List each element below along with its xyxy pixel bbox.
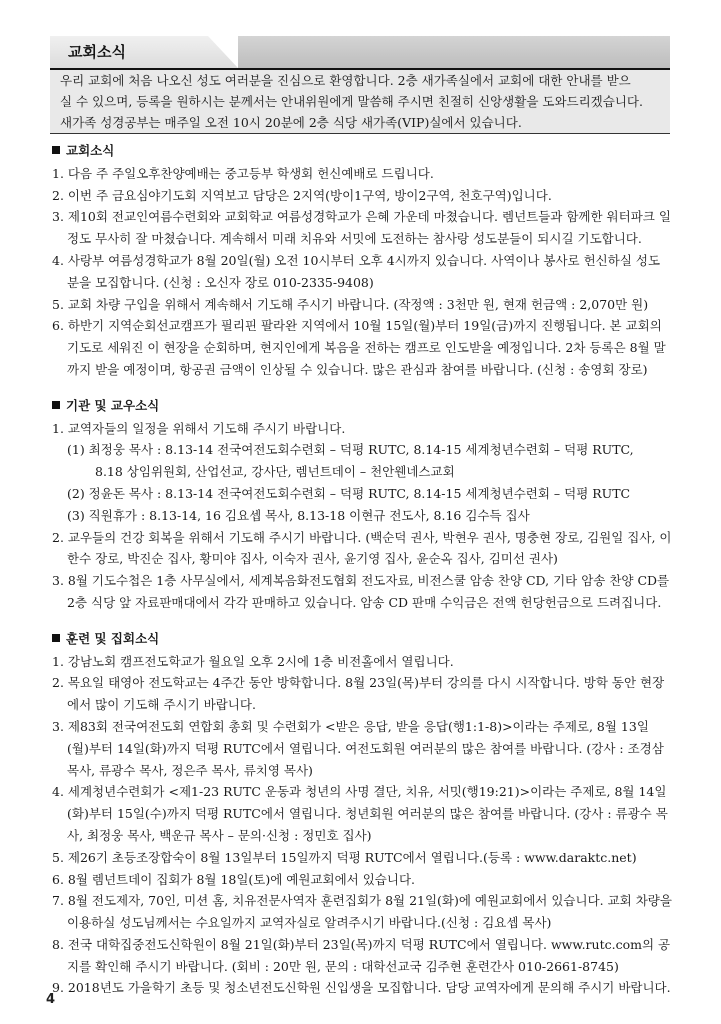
sub-item-continuation: 8.18 상임위원회, 산업선교, 강사단, 렘넌트데이 – 천안웬네스교회 xyxy=(95,464,455,480)
list-item: 4. 사랑부 여름성경학교가 8월 20일(월) 오전 10시부터 오후 4시까지 있습니다. 사역이나 봉사로 헌신하실 성도분을 모집합니다. (신청 : 오신자 장로 010-2335-9408) xyxy=(52,252,661,290)
list-item: 2. 이번 주 금요심야기도회 지역보고 담당은 2지역(방이1구역, 방이2구역, 천호구역)입니다. xyxy=(52,187,552,203)
list-item: 6. 하반기 지역순회선교캠프가 필리핀 팔라완 지역에서 10월 15일(월)부터 19일(금)까지 진행됩니다. 본 교회의 기도로 세워진 이 현장을 순회하며, 현지인에게 복음을 전하는 캠프로 인도받을 예정입니다. 2차 등록은 8월 말까지 받을 예정이며, 항공권 금액이 인상될 수 있습니다. 많은 관심과 참여를 바랍니다. (신청 : 송영회 장로) xyxy=(52,318,666,377)
square-bullet-icon xyxy=(52,401,60,409)
list-item: 2. 목요일 태영아 전도학교는 4주간 동안 방학합니다. 8월 23일(목)부터 강의를 다시 시작합니다. 방학 동안 현장에서 많이 기도해 주시기 바랍니다. xyxy=(52,675,665,713)
list-item: 9. 2018년도 가을학기 초등 및 청소년전도신학원 신입생을 모집합니다. 담당 교역자에게 문의해 주시기 바랍니다. xyxy=(52,980,671,996)
list-item: 1. 교역자들의 일정을 위해서 기도해 주시기 바랍니다. xyxy=(52,420,346,436)
list-item: 3. 8월 기도수첩은 1층 사무실에서, 세계복음화전도협회 전도자료, 비전스쿨 암송 찬양 CD, 기타 암송 찬양 CD를 2층 식당 앞 자료판매대에서 각각 판매하고 있습니다. 암송 CD 판매 수익금은 전액 헌당헌금으로 드려집니다. xyxy=(52,573,670,610)
church-news-section xyxy=(52,140,672,381)
list-item: 1. 다음 주 주일오후찬양예배는 중고등부 학생회 헌신예배로 드립니다. xyxy=(52,165,434,181)
welcome-box xyxy=(50,70,670,134)
welcome-line: 우리 교회에 처음 나오신 성도 여러분을 진심으로 환영합니다. 2층 새가족실에서 교회에 대한 안내를 받으 xyxy=(60,73,631,88)
welcome-line: 실 수 있으며, 등록을 원하시는 분께서는 안내위원에게 말씀해 주시면 친절히 신앙생활을 도와드리겠습니다. xyxy=(60,94,643,109)
bulletin-content xyxy=(52,140,672,999)
header-bar xyxy=(238,36,670,68)
list-item: 5. 교회 차량 구입을 위해서 계속해서 기도해 주시기 바랍니다. (작정액 : 3천만 원, 현재 헌금액 : 2,070만 원) xyxy=(52,296,649,312)
training-section xyxy=(52,628,672,1000)
section-title: 기관 및 교우소식 xyxy=(52,395,672,417)
page-number: 4 xyxy=(46,992,56,1007)
list-item: 3. 제83회 전국여전도회 연합회 총회 및 수련회가 <받은 응답, 받을 응답(행1:1-8)>이라는 주제로, 8월 13일 (월)부터 14일(화)까지 덕평 RUTC에서 열립니다. 여전도회원 여러분의 많은 참여를 바랍니다. (강사 : 조경삼 목사, 류광수 목사, 정은주 목사, 류치영 목사) xyxy=(52,718,664,778)
list-item: 1. 강남노회 캠프전도학교가 월요일 오후 2시에 1층 비전홀에서 열립니다. xyxy=(52,653,454,669)
sub-item: (3) 직원휴가 : 8.13-14, 16 김요셉 목사, 8.13-18 이현규 전도사, 8.16 김수득 집사 xyxy=(67,507,530,523)
list-item: 7. 8월 전도제자, 70인, 미션 홈, 치유전문사역자 훈련집회가 8월 21일(화)에 예원교회에서 있습니다. 교회 차량을 이용하실 성도님께서는 수요일까지 교역자실로 알려주시기 바랍니다.(신청 : 김요셉 목사) xyxy=(52,893,672,931)
list-item: 5. 제26기 초등조장합숙이 8월 13일부터 15일까지 덕평 RUTC에서 열립니다.(등록 : www.daraktc.net) xyxy=(52,849,637,865)
square-bullet-icon xyxy=(52,634,60,642)
sub-item: (2) 정윤돈 목사 : 8.13-14 전국여전도회수련회 – 덕평 RUTC, 8.14-15 세계청년수련회 – 덕평 RUTC xyxy=(67,485,631,501)
page-title: 교회소식 xyxy=(68,43,126,61)
section-header xyxy=(50,36,670,68)
list-item: 8. 전국 대학집중전도신학원이 8월 21일(화)부터 23일(목)까지 덕평 RUTC에서 열립니다. www.rutc.com의 공지를 확인해 주시기 바랍니다. (회비 : 20만 원, 문의 : 대학선교국 김주현 훈련간사 010-2661-8745) xyxy=(52,936,671,974)
square-bullet-icon xyxy=(52,146,60,154)
list-item: 6. 8월 렘넌트데이 집회가 8월 18일(토)에 예원교회에서 있습니다. xyxy=(52,871,416,887)
list-item: 3. 제10회 전교인여름수련회와 교회학교 여름성경학교가 은혜 가운데 마쳤습니다. 렘넌트들과 함께한 워터파크 일정도 무사히 잘 마쳤습니다. 계속해서 미래 치유와 서밋에 도전하는 참사랑 성도분들이 되시길 기도합니다. xyxy=(52,209,671,247)
missions-list xyxy=(52,418,672,614)
news-list xyxy=(52,163,672,381)
welcome-line: 새가족 성경공부는 매주일 오전 10시 20분에 2층 식당 새가족(VIP)실에서 있습니다. xyxy=(60,115,522,130)
missions-section xyxy=(52,395,672,614)
list-item: 2. 교우들의 건강 회복을 위해서 기도해 주시기 바랍니다. (백순덕 권사, 박현우 권사, 명충현 장로, 김원일 집사, 이한수 장로, 박진순 집사, 황미야 집사, 이숙자 권사, 윤기영 집사, 윤순옥 집사, 김미선 권사) xyxy=(52,529,672,567)
section-title: 교회소식 xyxy=(52,140,672,162)
sub-item: (1) 최정웅 목사 : 8.13-14 전국여전도회수련회 – 덕평 RUTC, 8.14-15 세계청년수련회 – 덕평 RUTC, xyxy=(67,442,634,458)
section-title: 훈련 및 집회소식 xyxy=(52,628,672,650)
list-item: 4. 세계청년수련회가 <제1-23 RUTC 운동과 청년의 사명 결단, 치유, 서밋(행19:21)>이라는 주제로, 8월 14일 (화)부터 15일(수)까지 덕평 RUTC에서 열립니다. 청년회원 여러분의 많은 참여를 바랍니다. (강사 : 류광수 목사, 최정웅 목사, 백운규 목사 – 문의·신청 : 정민호 집사) xyxy=(52,784,668,843)
training-list xyxy=(52,651,672,1000)
